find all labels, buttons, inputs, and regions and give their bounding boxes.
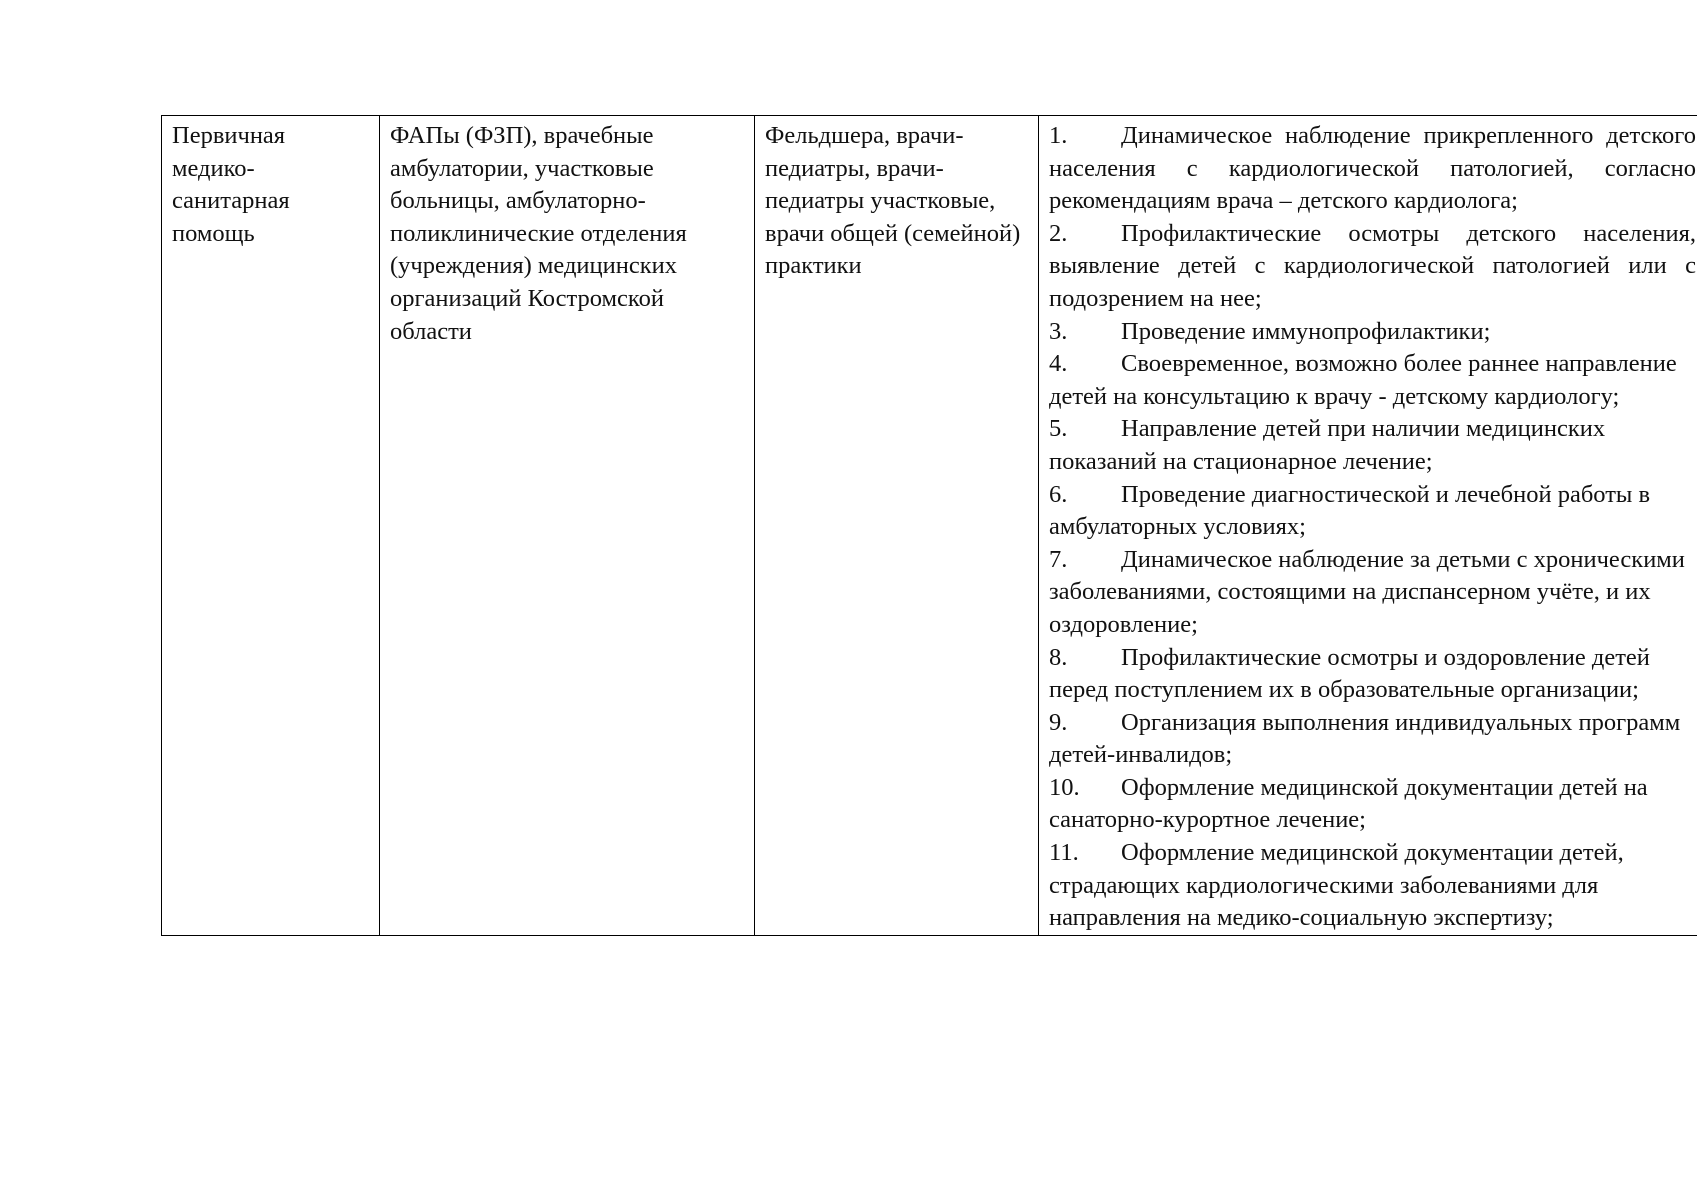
task-number: 9. — [1049, 708, 1068, 736]
task-number: 1. — [1049, 122, 1068, 149]
task-number: 10. — [1049, 773, 1080, 801]
list-item — [1049, 348, 1696, 413]
task-text: Оформление медицинской документации детей на санаторно-курортное лечение; — [1049, 773, 1648, 834]
task-text: Оформление медицинской документации детей, страдающих кардиологическими заболеваниями для направления на медико-социальную экспертизу; — [1049, 839, 1624, 932]
list-item — [1049, 120, 1696, 218]
list-item — [1049, 218, 1696, 316]
task-text: Организация выполнения индивидуальных программ детей-инвалидов; — [1049, 708, 1681, 769]
list-item — [1049, 479, 1696, 544]
task-number: 7. — [1049, 545, 1068, 573]
task-text: Проведение диагностической и лечебной работы в амбулаторных условиях; — [1049, 480, 1651, 541]
list-item — [1049, 544, 1696, 642]
task-number: 11. — [1049, 839, 1079, 867]
task-text: Своевременное, возможно более раннее направление детей на консультацию к врачу - детскому кардиологу; — [1049, 350, 1677, 410]
care-type-cell — [162, 116, 380, 936]
list-item — [1049, 837, 1696, 935]
list-item — [1049, 772, 1696, 837]
task-number: 5. — [1049, 415, 1068, 443]
task-text: Динамическое наблюдение прикрепленного детского населения с кардиологической патологией, согласно рекомендациям врача – детского кардиолога; — [1049, 122, 1696, 215]
list-item — [1049, 316, 1696, 349]
list-item — [1049, 642, 1696, 707]
task-number: 6. — [1049, 480, 1068, 508]
list-item — [1049, 413, 1696, 478]
task-text: Профилактические осмотры детского населения, выявление детей с кардиологической патологией или с подозрением на нее; — [1049, 219, 1696, 312]
list-item — [1049, 707, 1696, 772]
specialists-text: Фельдшера, врачи-педиатры, врачи-педиатры участковые, врачи общей (семейной) практики — [765, 122, 1021, 280]
task-text: Профилактические осмотры и оздоровление детей перед поступлением их в образовательные организации; — [1049, 643, 1650, 704]
task-number: 8. — [1049, 643, 1068, 671]
table-row — [162, 116, 1697, 936]
task-text: Направление детей при наличии медицинских показаний на стационарное лечение; — [1049, 415, 1606, 475]
task-number: 4. — [1049, 350, 1068, 378]
task-number: 3. — [1049, 317, 1068, 345]
tasks-list — [1049, 120, 1696, 935]
tasks-cell — [1039, 116, 1697, 936]
care-organization-table — [161, 115, 1697, 936]
organizations-text: ФАПы (ФЗП), врачебные амбулатории, участковые больницы, амбулаторно-поликлинические отделения (учреждения) медицинских организаций Костромской области — [390, 122, 687, 345]
task-text: Проведение иммунопрофилактики; — [1121, 317, 1491, 345]
organizations-cell — [380, 116, 755, 936]
care-type-text: Первичная медико-санитарная помощь — [172, 122, 290, 247]
task-number: 2. — [1049, 219, 1068, 247]
specialists-cell — [755, 116, 1039, 936]
task-text: Динамическое наблюдение за детьми с хроническими заболеваниями, состоящими на диспансерном учёте, и их оздоровление; — [1049, 545, 1685, 638]
